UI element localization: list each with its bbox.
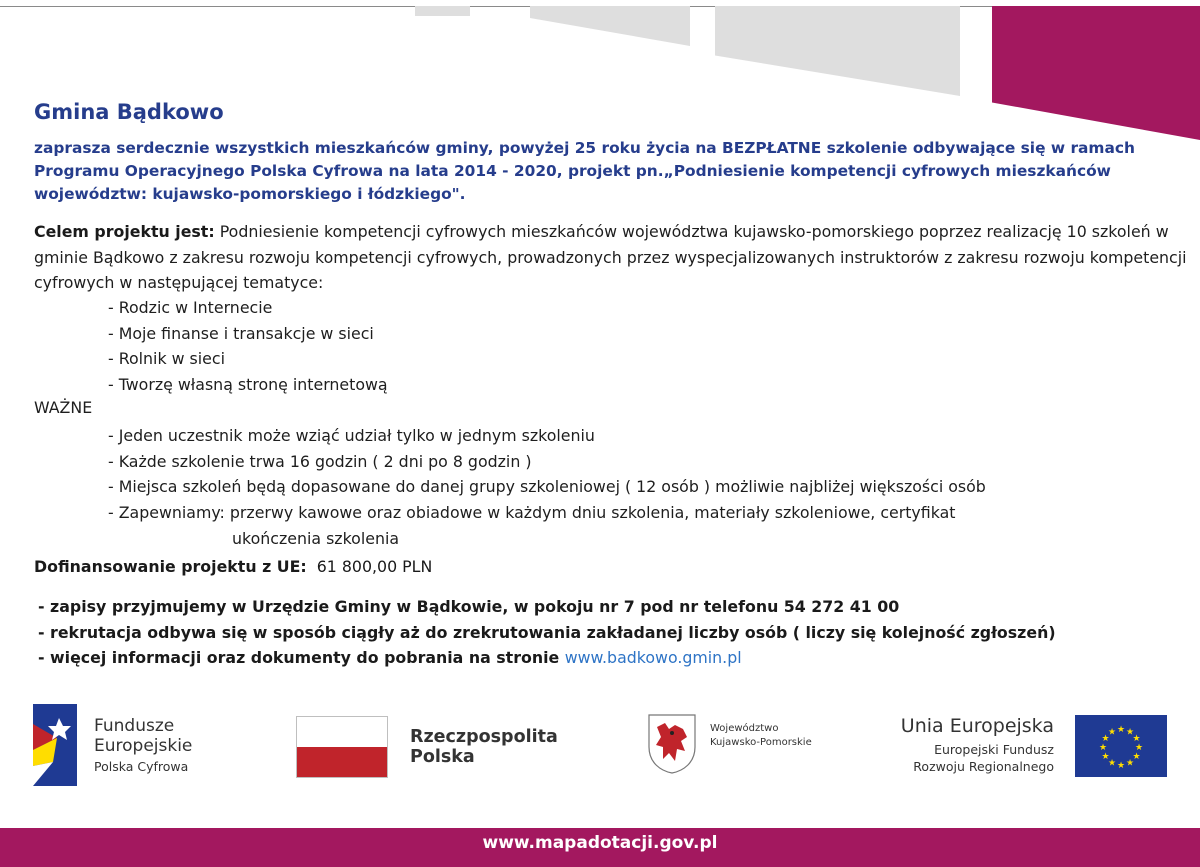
svg-text:★: ★ bbox=[1116, 725, 1126, 735]
svg-text:★: ★ bbox=[1101, 734, 1110, 744]
registration-notes bbox=[38, 594, 1056, 671]
ue-line2: Rozwoju Regionalnego bbox=[913, 759, 1054, 774]
note-more-info bbox=[38, 645, 1056, 671]
header-magenta-band bbox=[992, 6, 1200, 140]
footer-url-link[interactable]: www.mapadotacji.gov.pl bbox=[482, 833, 718, 853]
unia-europejska-text bbox=[901, 715, 1054, 775]
header-gray-band-middle bbox=[530, 6, 690, 46]
svg-text:★: ★ bbox=[1107, 758, 1117, 769]
fe-line3: Polska Cyfrowa bbox=[94, 759, 189, 774]
header-gray-band-left bbox=[415, 6, 470, 16]
svg-text:★: ★ bbox=[1132, 734, 1141, 744]
ue-line1: Europejski Fundusz bbox=[934, 742, 1054, 757]
coat-of-arms-icon bbox=[647, 713, 697, 775]
note-recruitment: - rekrutacja odbywa się w sposób ciągły aż do zrekrutowania zakładanej liczby osób ( liczy się kolejność zgłoszeń) bbox=[38, 622, 1056, 642]
note-more-info-text: - więcej informacji oraz dokumenty do pobrania na stronie bbox=[38, 648, 560, 667]
svg-text:★: ★ bbox=[1101, 752, 1110, 762]
list-item: - Każde szkolenie trwa 16 godzin ( 2 dni po 8 godzin ) bbox=[108, 451, 532, 471]
header-gray-band-right bbox=[715, 6, 960, 96]
ue-title: Unia Europejska bbox=[900, 715, 1054, 737]
list-item-continuation: ukończenia szkolenia bbox=[232, 528, 400, 548]
fundusze-europejskie-logo bbox=[33, 704, 77, 786]
fe-line2: Europejskie bbox=[94, 736, 193, 756]
intro-text: zaprasza serdecznie wszystkich mieszkańców gminy, powyżej 25 roku życia na BEZPŁATNE szkolenie odbywające się w ramach Programu Operacyjnego Polska Cyfrowa na lata 2014 - 2020, projekt pn.„Podniesienie kompetencji cyfrowych mieszkańców województw: kujawsko-pomorskiego i łódzkiego". bbox=[34, 139, 1135, 203]
list-item: - Tworzę własną stronę internetową bbox=[108, 375, 388, 395]
important-list bbox=[108, 423, 986, 552]
funding-value: 61 800,00 PLN bbox=[316, 557, 433, 576]
project-goal-text: Podniesienie kompetencji cyfrowych mieszkańców województwa kujawsko-pomorskiego poprzez realizację 10 szkoleń w gminie Bądkowo z zakresu rozwoju kompetencji cyfrowych, prowadzonych przez wyspecjalizowanych instruktorów z zakresu rozwoju kompetencji cyfrowych w następującej tematyce: bbox=[34, 222, 1187, 292]
svg-text:★: ★ bbox=[1132, 752, 1141, 762]
rp-line2: Polska bbox=[410, 747, 475, 767]
svg-text:★: ★ bbox=[1125, 727, 1135, 738]
rzeczpospolita-polska-text bbox=[410, 727, 558, 767]
rp-line1: Rzeczpospolita bbox=[410, 727, 558, 747]
important-label: WAŻNE bbox=[34, 398, 93, 417]
polish-flag-icon bbox=[296, 716, 388, 778]
topics-list bbox=[108, 295, 388, 398]
svg-text:★: ★ bbox=[1134, 743, 1144, 753]
page-title: Gmina Bądkowo bbox=[34, 100, 224, 124]
list-item: - Miejsca szkoleń będą dopasowane do danej grupy szkoleniowej ( 12 osób ) możliwie najbliżej większości osób bbox=[108, 477, 986, 497]
list-item: - Moje finanse i transakcje w sieci bbox=[108, 323, 374, 343]
fe-line1: Fundusze bbox=[94, 716, 175, 736]
wkp-line2: Kujawsko-Pomorskie bbox=[710, 737, 812, 748]
funding-info bbox=[34, 557, 432, 576]
list-item: - Rodzic w Internecie bbox=[108, 298, 273, 317]
fundusze-europejskie-text bbox=[94, 716, 192, 774]
website-link[interactable]: www.badkowo.gmin.pl bbox=[564, 648, 742, 667]
svg-text:★: ★ bbox=[1125, 758, 1135, 769]
list-item: - Rolnik w sieci bbox=[108, 349, 225, 369]
svg-text:★: ★ bbox=[1098, 743, 1108, 753]
wojewodztwo-text bbox=[710, 722, 812, 750]
project-goal bbox=[34, 219, 1194, 296]
svg-text:★: ★ bbox=[1107, 727, 1117, 738]
svg-text:★: ★ bbox=[1116, 761, 1126, 771]
wkp-line1: Województwo bbox=[710, 723, 779, 734]
list-item: - Zapewniamy: przerwy kawowe oraz obiadowe w każdym dniu szkolenia, materiały szkoleniowe, certyfikat bbox=[108, 503, 956, 523]
project-goal-label: Celem projektu jest: bbox=[34, 222, 215, 241]
eu-flag-icon bbox=[1075, 715, 1167, 777]
note-registration: - zapisy przyjmujemy w Urzędzie Gminy w Bądkowie, w pokoju nr 7 pod nr telefonu 54 272 41 00 bbox=[38, 597, 900, 616]
list-item: - Jeden uczestnik może wziąć udział tylko w jednym szkoleniu bbox=[108, 426, 595, 445]
funding-label: Dofinansowanie projektu z UE: bbox=[34, 557, 307, 576]
